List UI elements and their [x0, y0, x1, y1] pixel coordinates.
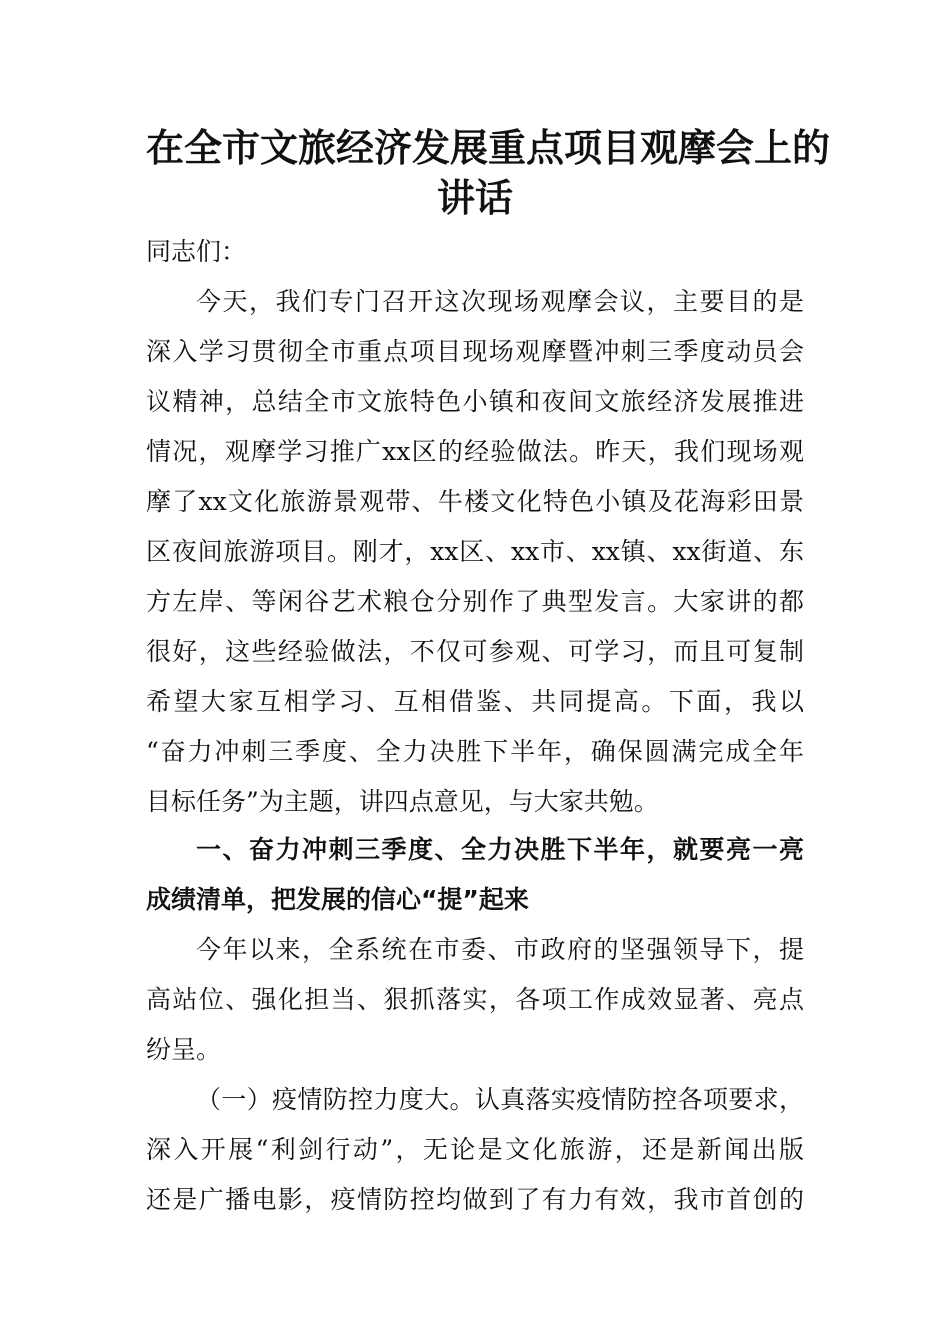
- intro-line: 深入学习贯彻全市重点项目现场观摩暨冲刺三季度动员会: [146, 337, 804, 366]
- intro-line: 摩了xx文化旅游景观带、牛楼文化特色小镇及花海彩田景: [146, 487, 804, 516]
- intro-line: “奋力冲刺三季度、全力决胜下半年，确保圆满完成全年: [146, 737, 804, 766]
- intro-line: 目标任务”为主题，讲四点意见，与大家共勉。: [146, 787, 659, 816]
- intro-line: 希望大家互相学习、互相借鉴、共同提高。下面，我以: [146, 687, 804, 716]
- intro-line: 方左岸、等闲谷艺术粮仓分别作了典型发言。大家讲的都: [146, 587, 804, 616]
- document-title-line-1: 在全市文旅经济发展重点项目观摩会上的: [146, 125, 831, 170]
- intro-line: 情况，观摩学习推广xx区的经验做法。昨天，我们现场观: [146, 437, 804, 466]
- intro-line: 区夜间旅游项目。刚才，xx区、xx市、xx镇、xx街道、东: [146, 537, 804, 566]
- intro-line: 议精神，总结全市文旅特色小镇和夜间文旅经济发展推进: [146, 387, 804, 416]
- subsection-paragraph-line: 还是广播电影，疫情防控均做到了有力有效，我市首创的: [146, 1185, 804, 1214]
- intro-line: 很好，这些经验做法，不仅可参观、可学习，而且可复制: [146, 637, 804, 666]
- intro-line: 今天，我们专门召开这次现场观摩会议，主要目的是: [196, 287, 804, 316]
- section-paragraph-line: 今年以来，全系统在市委、市政府的坚强领导下，提: [196, 935, 804, 964]
- section-paragraph-line: 高站位、强化担当、狠抓落实，各项工作成效显著、亮点: [146, 985, 804, 1014]
- section-heading-line: 成绩清单，把发展的信心“提”起来: [146, 885, 529, 914]
- section-heading-line: 一、奋力冲刺三季度、全力决胜下半年，就要亮一亮: [196, 835, 804, 864]
- document-title-line-2: 讲话: [436, 175, 513, 220]
- subsection-paragraph-line: （一）疫情防控力度大。认真落实疫情防控各项要求，: [196, 1085, 804, 1114]
- salutation: 同志们：: [146, 237, 247, 266]
- section-paragraph-line: 纷呈。: [146, 1035, 222, 1064]
- subsection-paragraph-line: 深入开展“利剑行动”，无论是文化旅游，还是新闻出版: [146, 1135, 804, 1164]
